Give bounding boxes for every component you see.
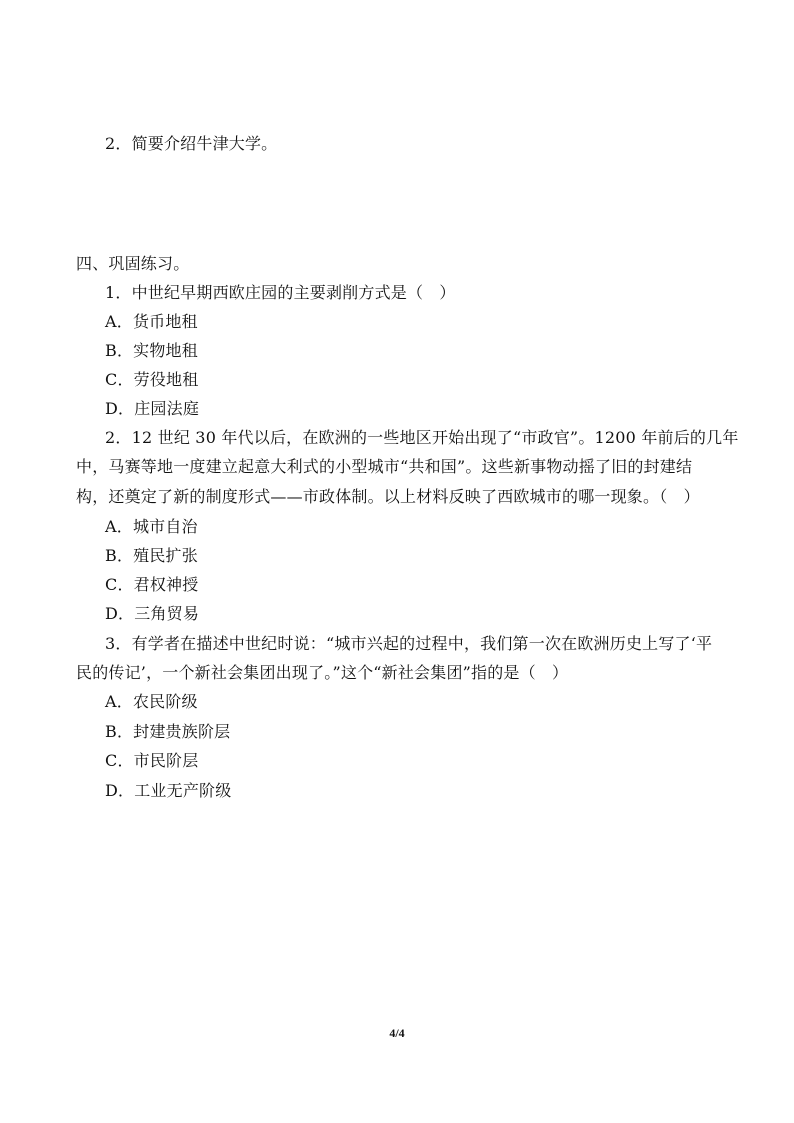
question-oxford: 2．简要介绍牛津大学。 (105, 134, 278, 153)
q2-stem-line-3: 构，还奠定了新的制度形式——市政体制。以上材料反映了西欧城市的哪一现象。（ ） (76, 487, 700, 506)
q2-option-b: B．殖民扩张 (105, 546, 198, 565)
q2-stem-line-2: 中，马赛等地一度建立起意大利式的小型城市“共和国”。这些新事物动摇了旧的封建结 (76, 457, 693, 476)
q1-option-a: A．货币地租 (105, 312, 198, 331)
q3-option-a: A．农民阶级 (105, 692, 198, 711)
q2-option-c: C．君权神授 (105, 575, 199, 594)
q3-option-c: C．市民阶层 (105, 751, 199, 770)
q3-stem-line-2: 民的传记’，一个新社会集团出现了。”这个“新社会集团”指的是（ ） (76, 663, 569, 682)
q1-option-b: B．实物地租 (105, 341, 198, 360)
q3-stem-line-1: 3．有学者在描述中世纪时说：“城市兴起的过程中，我们第一次在欧洲历史上写了‘平 (105, 634, 713, 653)
q2-option-d: D．三角贸易 (105, 604, 200, 623)
q2-stem-line-1: 2．12 世纪 30 年代以后，在欧洲的一些地区开始出现了“市政官”。1200 年前后的几年 (105, 428, 739, 447)
q1-option-c: C．劳役地租 (105, 370, 199, 389)
section-heading-practice: 四、巩固练习。 (76, 254, 190, 273)
q3-option-d: D．工业无产阶级 (105, 781, 232, 800)
page-number: 4/4 (389, 1026, 405, 1040)
q1-option-d: D．庄园法庭 (105, 399, 200, 418)
q1-stem: 1．中世纪早期西欧庄园的主要剥削方式是（ ） (105, 283, 456, 302)
q3-option-b: B．封建贵族阶层 (105, 722, 231, 741)
q2-option-a: A．城市自治 (105, 517, 198, 536)
